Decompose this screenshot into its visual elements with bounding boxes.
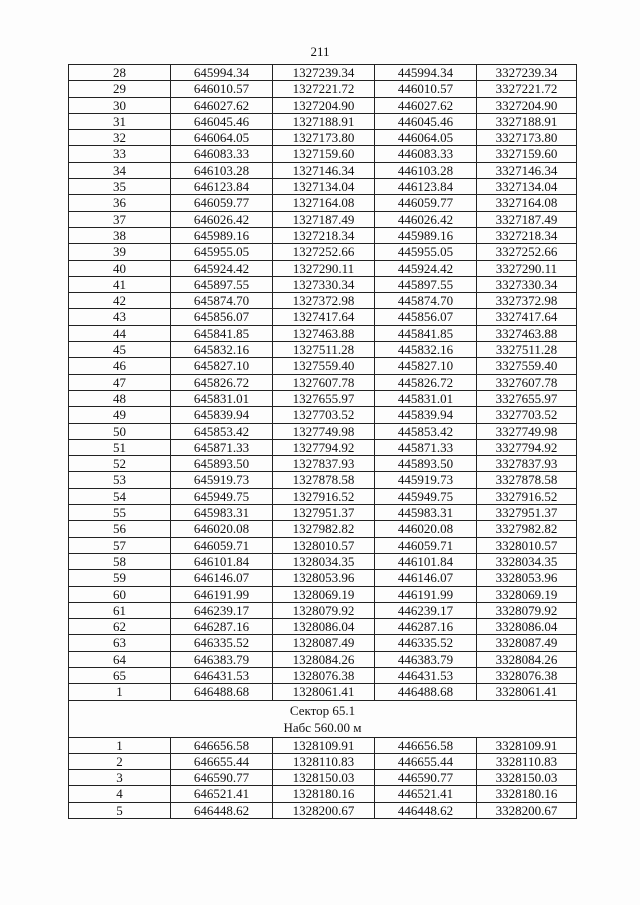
x-coord-alt-cell: 445874.70 [375,293,477,309]
x-coord-cell: 645989.16 [171,227,273,243]
table-row [69,325,577,341]
point-number-cell: 63 [69,635,171,651]
table-row [69,276,577,292]
x-coord-cell: 646101.84 [171,553,273,569]
point-number-cell: 3 [69,770,171,786]
point-number-cell: 33 [69,146,171,162]
y-coord-cell: 1328079.92 [273,602,375,618]
x-coord-cell: 645832.16 [171,342,273,358]
x-coord-cell: 645871.33 [171,439,273,455]
x-coord-cell: 645994.34 [171,65,273,81]
x-coord-alt-cell: 445989.16 [375,227,477,243]
table-row [69,97,577,113]
x-coord-cell: 646123.84 [171,179,273,195]
x-coord-alt-cell: 446083.33 [375,146,477,162]
x-coord-alt-cell: 446239.17 [375,602,477,618]
point-number-cell: 54 [69,488,171,504]
table-row [69,195,577,211]
point-number-cell: 59 [69,570,171,586]
y-coord-alt-cell: 3328109.91 [477,737,577,753]
point-number-cell: 1 [69,737,171,753]
table-row [69,602,577,618]
y-coord-cell: 1327417.64 [273,309,375,325]
y-coord-alt-cell: 3327916.52 [477,488,577,504]
x-coord-alt-cell: 446431.53 [375,667,477,683]
y-coord-alt-cell: 3328086.04 [477,619,577,635]
x-coord-alt-cell: 445831.01 [375,390,477,406]
x-coord-alt-cell: 446123.84 [375,179,477,195]
table-row [69,537,577,553]
y-coord-cell: 1327951.37 [273,505,375,521]
page-number: 211 [310,44,330,59]
point-number-cell: 55 [69,505,171,521]
sector-subtitle: Набс 560.00 м [283,719,362,735]
y-coord-cell: 1327134.04 [273,179,375,195]
x-coord-cell: 645839.94 [171,407,273,423]
y-coord-cell: 1327511.28 [273,342,375,358]
y-coord-alt-cell: 3328076.38 [477,667,577,683]
y-coord-cell: 1327221.72 [273,81,375,97]
y-coord-cell: 1328180.16 [273,786,375,802]
y-coord-alt-cell: 3327159.60 [477,146,577,162]
coordinates-table [68,64,577,819]
point-number-cell: 29 [69,81,171,97]
point-number-cell: 60 [69,586,171,602]
x-coord-alt-cell: 446488.68 [375,684,477,700]
x-coord-cell: 646064.05 [171,130,273,146]
x-coord-alt-cell: 445893.50 [375,456,477,472]
table-row [69,667,577,683]
y-coord-cell: 1328061.41 [273,684,375,700]
y-coord-alt-cell: 3328087.49 [477,635,577,651]
x-coord-cell: 645983.31 [171,505,273,521]
y-coord-alt-cell: 3327749.98 [477,423,577,439]
y-coord-alt-cell: 3327221.72 [477,81,577,97]
x-coord-cell: 646383.79 [171,651,273,667]
y-coord-alt-cell: 3327607.78 [477,374,577,390]
x-coord-alt-cell: 446101.84 [375,553,477,569]
y-coord-alt-cell: 3328150.03 [477,770,577,786]
point-number-cell: 30 [69,97,171,113]
y-coord-cell: 1328086.04 [273,619,375,635]
x-coord-cell: 646146.07 [171,570,273,586]
y-coord-cell: 1328109.91 [273,737,375,753]
y-coord-cell: 1328053.96 [273,570,375,586]
x-coord-alt-cell: 445994.34 [375,65,477,81]
x-coord-alt-cell: 445841.85 [375,325,477,341]
table-row [69,342,577,358]
table-row [69,244,577,260]
x-coord-cell: 645949.75 [171,488,273,504]
y-coord-cell: 1327794.92 [273,439,375,455]
y-coord-alt-cell: 3328180.16 [477,786,577,802]
y-coord-alt-cell: 3327290.11 [477,260,577,276]
y-coord-alt-cell: 3327559.40 [477,358,577,374]
table-row [69,488,577,504]
y-coord-alt-cell: 3328200.67 [477,802,577,818]
x-coord-alt-cell: 445871.33 [375,439,477,455]
y-coord-cell: 1327372.98 [273,293,375,309]
x-coord-cell: 645924.42 [171,260,273,276]
y-coord-cell: 1328084.26 [273,651,375,667]
x-coord-alt-cell: 445827.10 [375,358,477,374]
x-coord-cell: 646083.33 [171,146,273,162]
x-coord-cell: 646590.77 [171,770,273,786]
y-coord-alt-cell: 3327511.28 [477,342,577,358]
table-row [69,390,577,406]
y-coord-alt-cell: 3327837.93 [477,456,577,472]
point-number-cell: 4 [69,786,171,802]
table-row [69,770,577,786]
coordinates-table-body-top [69,65,577,701]
y-coord-cell: 1327916.52 [273,488,375,504]
table-row [69,211,577,227]
point-number-cell: 50 [69,423,171,439]
x-coord-alt-cell: 445832.16 [375,342,477,358]
point-number-cell: 57 [69,537,171,553]
x-coord-cell: 646010.57 [171,81,273,97]
y-coord-cell: 1327655.97 [273,390,375,406]
table-row [69,753,577,769]
y-coord-cell: 1327837.93 [273,456,375,472]
y-coord-cell: 1327252.66 [273,244,375,260]
y-coord-alt-cell: 3327330.34 [477,276,577,292]
x-coord-alt-cell: 446026.42 [375,211,477,227]
x-coord-alt-cell: 446059.77 [375,195,477,211]
point-number-cell: 58 [69,553,171,569]
x-coord-alt-cell: 446655.44 [375,753,477,769]
table-row [69,162,577,178]
x-coord-alt-cell: 446656.58 [375,737,477,753]
table-row [69,802,577,818]
y-coord-alt-cell: 3327173.80 [477,130,577,146]
x-coord-cell: 646488.68 [171,684,273,700]
point-number-cell: 46 [69,358,171,374]
point-number-cell: 43 [69,309,171,325]
table-row [69,651,577,667]
y-coord-alt-cell: 3327188.91 [477,113,577,129]
y-coord-alt-cell: 3327703.52 [477,407,577,423]
point-number-cell: 39 [69,244,171,260]
y-coord-cell: 1328150.03 [273,770,375,786]
y-coord-alt-cell: 3328053.96 [477,570,577,586]
x-coord-alt-cell: 446103.28 [375,162,477,178]
y-coord-cell: 1327188.91 [273,113,375,129]
table-row [69,407,577,423]
x-coord-alt-cell: 445949.75 [375,488,477,504]
sector-title: Сектор 65.1 [289,702,356,718]
point-number-cell: 41 [69,276,171,292]
table-row [69,737,577,753]
point-number-cell: 28 [69,65,171,81]
point-number-cell: 48 [69,390,171,406]
x-coord-alt-cell: 446027.62 [375,97,477,113]
point-number-cell: 42 [69,293,171,309]
x-coord-alt-cell: 445839.94 [375,407,477,423]
table-row [69,130,577,146]
y-coord-alt-cell: 3327372.98 [477,293,577,309]
x-coord-cell: 645874.70 [171,293,273,309]
table-row [69,374,577,390]
y-coord-cell: 1327218.34 [273,227,375,243]
table-row [69,146,577,162]
x-coord-alt-cell: 445856.07 [375,309,477,325]
y-coord-alt-cell: 3327146.34 [477,162,577,178]
point-number-cell: 44 [69,325,171,341]
x-coord-cell: 646239.17 [171,602,273,618]
point-number-cell: 5 [69,802,171,818]
x-coord-cell: 645897.55 [171,276,273,292]
x-coord-alt-cell: 445924.42 [375,260,477,276]
y-coord-cell: 1328010.57 [273,537,375,553]
x-coord-alt-cell: 445955.05 [375,244,477,260]
y-coord-cell: 1328200.67 [273,802,375,818]
table-row [69,423,577,439]
x-coord-cell: 645841.85 [171,325,273,341]
point-number-cell: 65 [69,667,171,683]
y-coord-alt-cell: 3328084.26 [477,651,577,667]
table-row [69,472,577,488]
sector-header-group [69,700,577,737]
point-number-cell: 36 [69,195,171,211]
y-coord-alt-cell: 3328010.57 [477,537,577,553]
y-coord-cell: 1327607.78 [273,374,375,390]
point-number-cell: 61 [69,602,171,618]
y-coord-cell: 1328110.83 [273,753,375,769]
table-row [69,439,577,455]
point-number-cell: 56 [69,521,171,537]
x-coord-cell: 646656.58 [171,737,273,753]
y-coord-cell: 1327290.11 [273,260,375,276]
table-row [69,65,577,81]
table-row [69,81,577,97]
table-row [69,227,577,243]
x-coord-alt-cell: 446146.07 [375,570,477,586]
x-coord-alt-cell: 446045.46 [375,113,477,129]
point-number-cell: 49 [69,407,171,423]
x-coord-cell: 646431.53 [171,667,273,683]
table-row [69,635,577,651]
point-number-cell: 2 [69,753,171,769]
y-coord-cell: 1327146.34 [273,162,375,178]
x-coord-alt-cell: 446020.08 [375,521,477,537]
point-number-cell: 45 [69,342,171,358]
x-coord-cell: 646059.71 [171,537,273,553]
y-coord-cell: 1328076.38 [273,667,375,683]
y-coord-cell: 1327239.34 [273,65,375,81]
x-coord-cell: 645831.01 [171,390,273,406]
x-coord-cell: 646020.08 [171,521,273,537]
y-coord-cell: 1327204.90 [273,97,375,113]
table-row [69,619,577,635]
y-coord-alt-cell: 3328069.19 [477,586,577,602]
point-number-cell: 31 [69,113,171,129]
table-row [69,179,577,195]
point-number-cell: 47 [69,374,171,390]
x-coord-alt-cell: 446590.77 [375,770,477,786]
table-row [69,456,577,472]
y-coord-alt-cell: 3328061.41 [477,684,577,700]
y-coord-cell: 1327878.58 [273,472,375,488]
table-row [69,309,577,325]
x-coord-cell: 646521.41 [171,786,273,802]
coordinates-table-body-bottom [69,737,577,818]
point-number-cell: 35 [69,179,171,195]
y-coord-alt-cell: 3327187.49 [477,211,577,227]
y-coord-alt-cell: 3327239.34 [477,65,577,81]
y-coord-cell: 1327982.82 [273,521,375,537]
table-row [69,260,577,276]
x-coord-cell: 645826.72 [171,374,273,390]
x-coord-cell: 646287.16 [171,619,273,635]
x-coord-alt-cell: 446521.41 [375,786,477,802]
point-number-cell: 32 [69,130,171,146]
x-coord-alt-cell: 446335.52 [375,635,477,651]
sector-header-row [69,700,577,737]
x-coord-cell: 645827.10 [171,358,273,374]
x-coord-cell: 646103.28 [171,162,273,178]
x-coord-alt-cell: 446287.16 [375,619,477,635]
x-coord-alt-cell: 445897.55 [375,276,477,292]
point-number-cell: 38 [69,227,171,243]
y-coord-alt-cell: 3327164.08 [477,195,577,211]
x-coord-alt-cell: 446010.57 [375,81,477,97]
y-coord-alt-cell: 3327878.58 [477,472,577,488]
x-coord-cell: 646026.42 [171,211,273,227]
x-coord-alt-cell: 446383.79 [375,651,477,667]
x-coord-cell: 646191.99 [171,586,273,602]
y-coord-cell: 1328034.35 [273,553,375,569]
y-coord-alt-cell: 3327794.92 [477,439,577,455]
point-number-cell: 40 [69,260,171,276]
x-coord-cell: 645919.73 [171,472,273,488]
y-coord-cell: 1327749.98 [273,423,375,439]
y-coord-alt-cell: 3328034.35 [477,553,577,569]
table-row [69,586,577,602]
y-coord-alt-cell: 3327204.90 [477,97,577,113]
table-row [69,293,577,309]
table-row [69,505,577,521]
x-coord-cell: 646448.62 [171,802,273,818]
sector-header-cell [69,700,577,737]
x-coord-alt-cell: 446064.05 [375,130,477,146]
x-coord-cell: 646335.52 [171,635,273,651]
point-number-cell: 62 [69,619,171,635]
table-row [69,113,577,129]
x-coord-alt-cell: 445919.73 [375,472,477,488]
x-coord-alt-cell: 446059.71 [375,537,477,553]
y-coord-cell: 1327187.49 [273,211,375,227]
x-coord-cell: 646655.44 [171,753,273,769]
x-coord-cell: 646059.77 [171,195,273,211]
y-coord-cell: 1327330.34 [273,276,375,292]
point-number-cell: 64 [69,651,171,667]
table-row [69,684,577,700]
table-row [69,553,577,569]
y-coord-alt-cell: 3327218.34 [477,227,577,243]
y-coord-alt-cell: 3327951.37 [477,505,577,521]
y-coord-cell: 1327559.40 [273,358,375,374]
y-coord-alt-cell: 3328110.83 [477,753,577,769]
table-row [69,786,577,802]
y-coord-alt-cell: 3327655.97 [477,390,577,406]
x-coord-alt-cell: 445826.72 [375,374,477,390]
point-number-cell: 34 [69,162,171,178]
table-row [69,570,577,586]
y-coord-alt-cell: 3327252.66 [477,244,577,260]
y-coord-alt-cell: 3327417.64 [477,309,577,325]
y-coord-cell: 1328069.19 [273,586,375,602]
x-coord-cell: 646027.62 [171,97,273,113]
y-coord-alt-cell: 3328079.92 [477,602,577,618]
y-coord-alt-cell: 3327982.82 [477,521,577,537]
y-coord-cell: 1328087.49 [273,635,375,651]
x-coord-cell: 645856.07 [171,309,273,325]
table-row [69,358,577,374]
y-coord-alt-cell: 3327463.88 [477,325,577,341]
point-number-cell: 37 [69,211,171,227]
y-coord-cell: 1327703.52 [273,407,375,423]
table-row [69,521,577,537]
y-coord-cell: 1327159.60 [273,146,375,162]
point-number-cell: 51 [69,439,171,455]
x-coord-alt-cell: 445983.31 [375,505,477,521]
y-coord-cell: 1327463.88 [273,325,375,341]
point-number-cell: 53 [69,472,171,488]
x-coord-cell: 645893.50 [171,456,273,472]
x-coord-alt-cell: 446448.62 [375,802,477,818]
y-coord-cell: 1327164.08 [273,195,375,211]
point-number-cell: 1 [69,684,171,700]
x-coord-alt-cell: 446191.99 [375,586,477,602]
y-coord-cell: 1327173.80 [273,130,375,146]
point-number-cell: 52 [69,456,171,472]
y-coord-alt-cell: 3327134.04 [477,179,577,195]
x-coord-cell: 646045.46 [171,113,273,129]
x-coord-cell: 645853.42 [171,423,273,439]
x-coord-cell: 645955.05 [171,244,273,260]
x-coord-alt-cell: 445853.42 [375,423,477,439]
